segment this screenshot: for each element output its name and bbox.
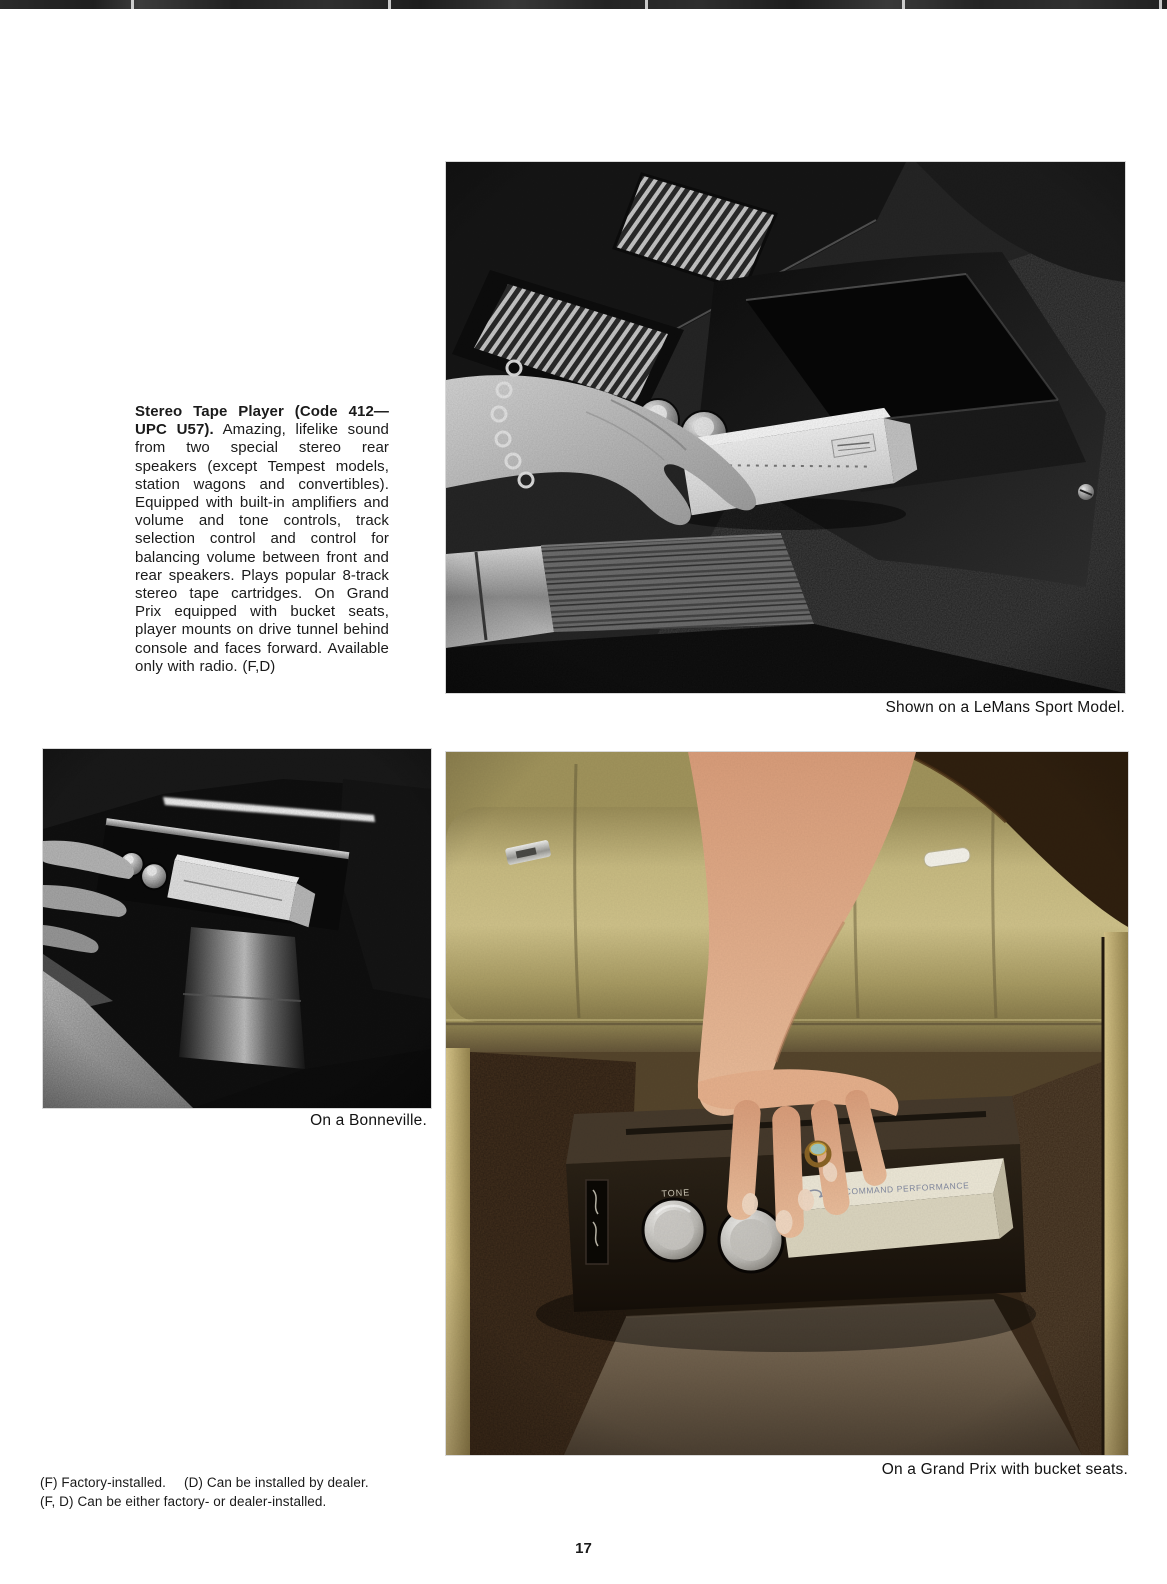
photo-lemans-art <box>446 162 1125 693</box>
article-heading: Stereo Tape Player (Code 412—UPC U57). <box>135 403 389 439</box>
photo-bonneville <box>43 749 431 1108</box>
photo-lemans <box>446 162 1125 693</box>
footnote-both: (F, D) Can be either factory- or dealer-installed. <box>40 1494 327 1509</box>
article-body: Amazing, lifelike sound from two special stereo rear speakers (except Tempest models, station wagons and convertibles). Equipped with built-in amplifiers and volume and tone controls, track selection control and control for balancing volume between front and rear speakers. Plays popular 8-track stereo tape cartridges. On Grand Prix equipped with bucket seats, player mounts on drive tunnel behind console and faces forward. Available only with radio. (F,D) <box>135 421 389 675</box>
footnotes <box>40 1473 560 1511</box>
footnote-factory: (F) Factory-installed. <box>40 1475 166 1490</box>
photo-grand-prix <box>446 752 1128 1455</box>
photo-bonneville-art <box>43 749 431 1108</box>
caption-bonneville: On a Bonneville. <box>310 1112 427 1129</box>
article-text <box>135 403 389 676</box>
caption-grand-prix: On a Grand Prix with bucket seats. <box>881 1461 1128 1478</box>
footnote-line-2 <box>40 1492 560 1511</box>
photo-grand-prix-art <box>446 752 1128 1455</box>
footnote-dealer: (D) Can be installed by dealer. <box>183 1475 369 1490</box>
page-number: 17 <box>575 1540 592 1557</box>
footnote-line-1 <box>40 1473 560 1492</box>
page-edge-scan-strip <box>0 0 1167 9</box>
caption-lemans: Shown on a LeMans Sport Model. <box>885 699 1125 716</box>
